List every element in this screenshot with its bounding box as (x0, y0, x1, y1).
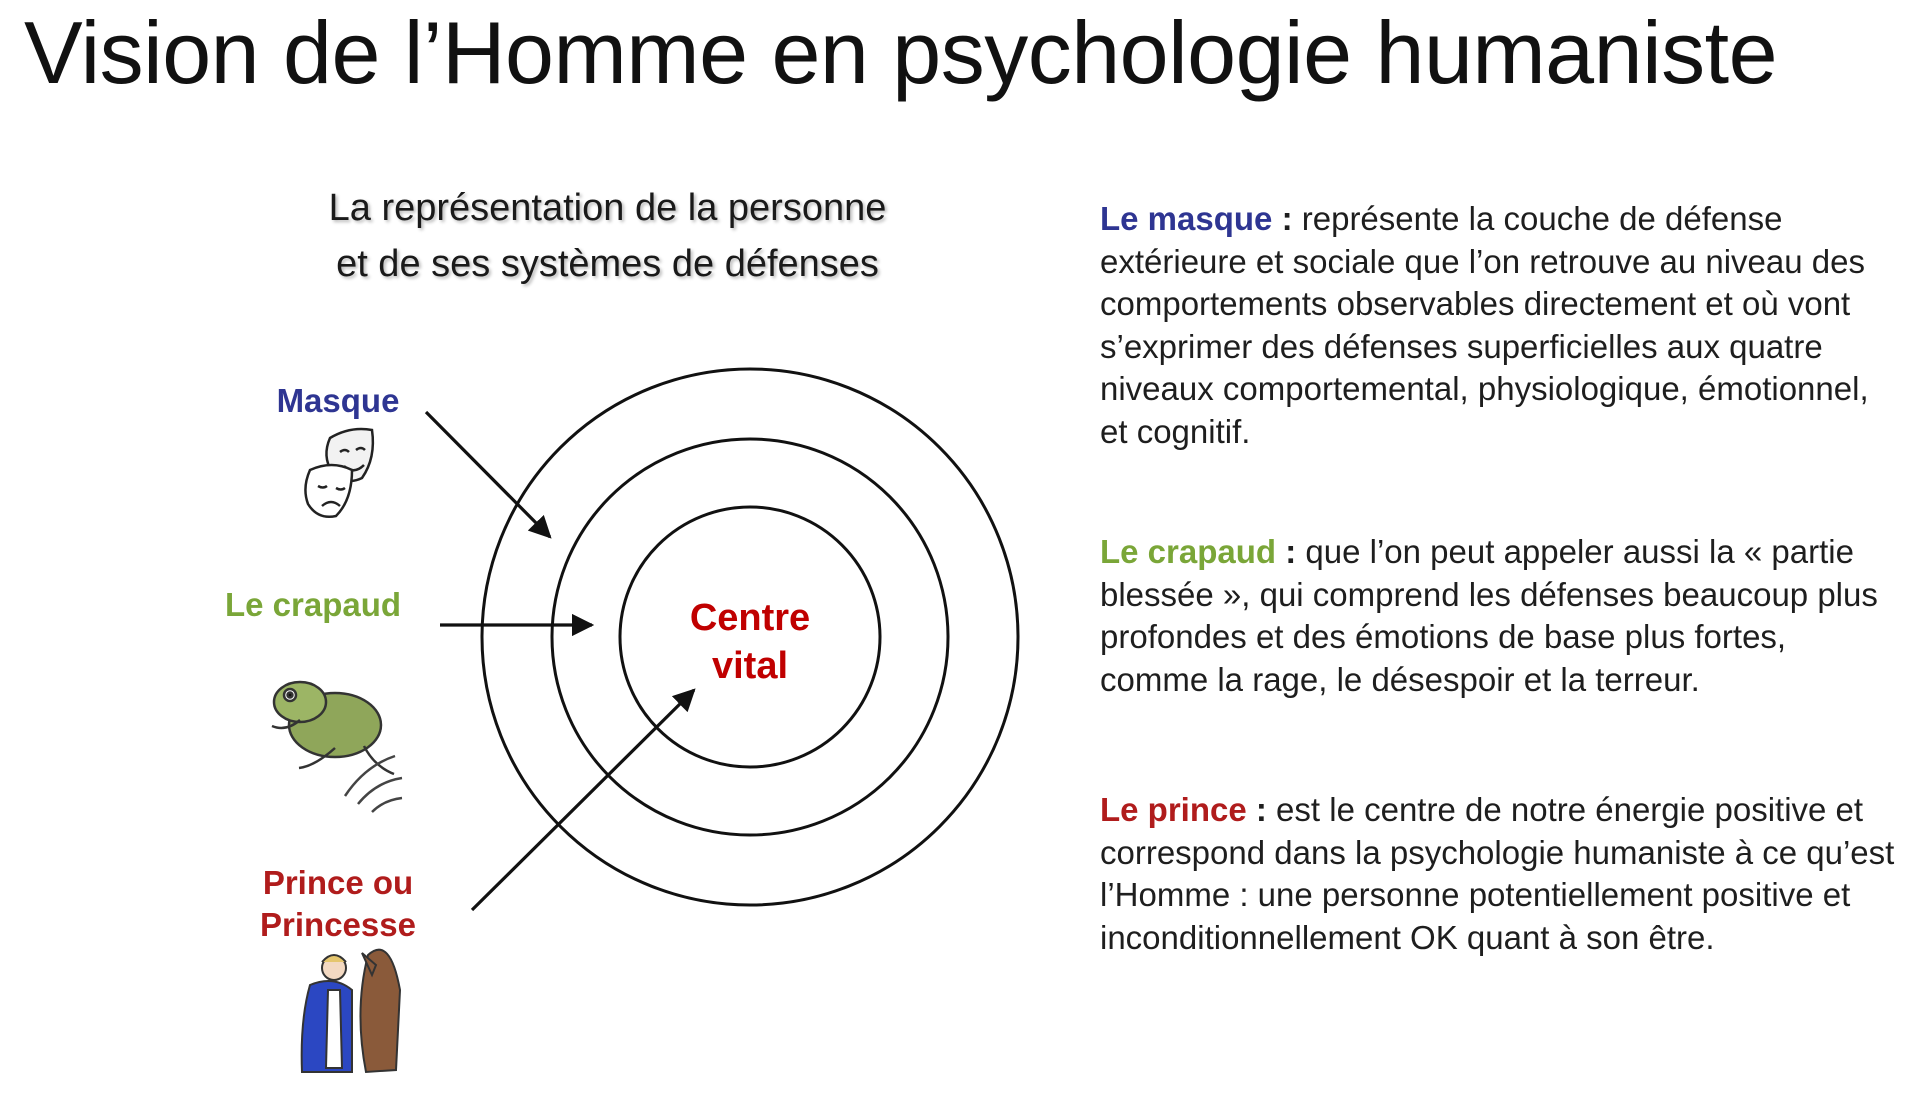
subtitle-line-2: et de ses systèmes de défenses (336, 243, 879, 285)
label-masque-text: Masque (276, 382, 400, 419)
frog-icon (272, 682, 402, 812)
description-prince-colon: : (1246, 791, 1267, 828)
arrow-masque (426, 412, 550, 537)
subtitle-line-1: La représentation de la personne (328, 187, 887, 229)
description-prince (1100, 789, 1900, 959)
centre-vital-label-line-1: Centre (689, 597, 811, 639)
description-masque-text: représente la couche de défense extérieure et sociale que l’on retrouve au niveau des comportements observables directement et où vont s’exprimer des défenses superficielles aux quatre niveaux comportemental, physiologique, émotionnel, et cognitif. (1100, 200, 1869, 450)
label-prince (248, 862, 428, 946)
description-masque-colon: : (1272, 200, 1293, 237)
prince-with-horse-icon (302, 950, 400, 1072)
centre-vital-label-line-2: vital (711, 645, 789, 687)
label-prince-line-1: Prince ou (262, 864, 414, 901)
arrow-prince (472, 690, 694, 910)
label-prince-line-2: Princesse (260, 906, 416, 943)
theater-masks-icon (305, 429, 372, 517)
page-title: Vision de l’Homme en psychologie humaniste (24, 3, 1778, 102)
label-crapaud (208, 584, 418, 626)
description-prince-term: Le prince (1100, 791, 1247, 828)
description-crapaud-term: Le crapaud (1100, 533, 1277, 570)
label-crapaud-text: Le crapaud (224, 586, 402, 623)
description-crapaud-colon: : (1276, 533, 1297, 570)
description-prince-text: est le centre de notre énergie positive et correspond dans la psychologie humaniste à ce qu’est l’Homme : une personne potentiellement positive et inconditionnellement OK quant à son être. (1100, 791, 1895, 956)
description-masque-term: Le masque (1100, 200, 1273, 237)
description-crapaud (1100, 531, 1900, 701)
description-crapaud-text: que l’on peut appeler aussi la « partie blessée », qui comprend les défenses beaucoup plus profondes et des émotions de base plus fortes, comme la rage, le désespoir et la terreur. (1100, 533, 1878, 698)
description-masque (1100, 198, 1900, 453)
label-masque (258, 380, 418, 422)
